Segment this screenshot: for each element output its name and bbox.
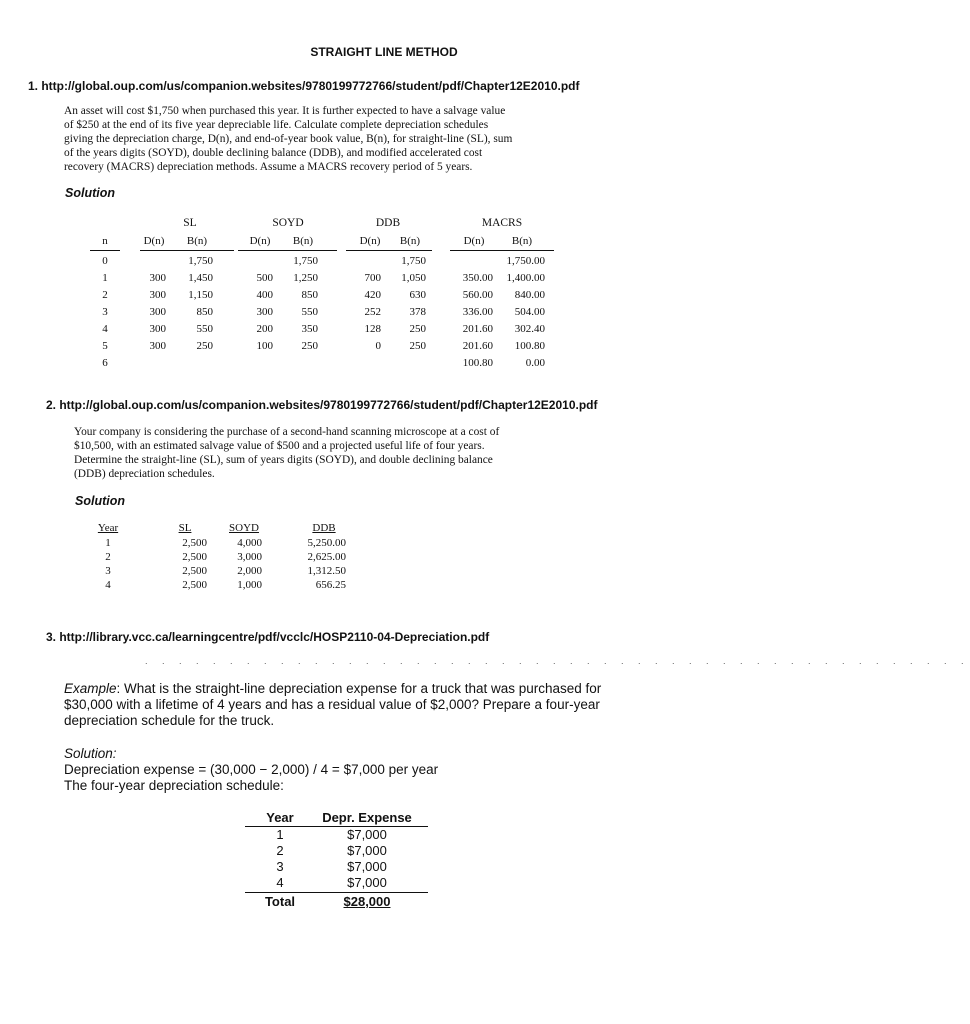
- table-3-cell-expense: $7,000: [347, 859, 387, 874]
- table-1-cell: 350: [301, 323, 318, 335]
- table-1-cell: 300: [256, 306, 273, 318]
- table-2-cell: 4,000: [237, 537, 262, 549]
- table-1-cell: 550: [196, 323, 213, 335]
- table-3-total-value: $28,000: [343, 894, 391, 909]
- table-1-cell: 840.00: [514, 289, 545, 301]
- table-1-header-rule: [90, 250, 120, 251]
- problem-1-line: recovery (MACRS) depreciation methods. Assume a MACRS recovery period of 5 years.: [64, 161, 473, 173]
- problem-2-line: Your company is considering the purchase of a second-hand scanning microscope at a cost of: [74, 426, 500, 438]
- table-2-cell: 2,500: [182, 565, 207, 577]
- cropped-text-fragment: . . . . . . . . . . . . . . . . . . . . . . . . . . . . . . . . . . . . . . . . . . . . . . . . .: [145, 656, 970, 666]
- table-1-group-header: MACRS: [481, 217, 523, 229]
- table-2-cell: 4: [105, 579, 111, 591]
- table-1-cell: 560.00: [462, 289, 493, 301]
- example-line: : What is the straight-line depreciation expense for a truck that was purchased for: [116, 681, 602, 696]
- table-1-cell: 504.00: [514, 306, 545, 318]
- table-1-header-rule: [238, 250, 337, 251]
- table-3-cell-year: 4: [276, 875, 284, 890]
- table-1-cell: 252: [364, 306, 381, 318]
- table-1-row-n: 2: [102, 289, 108, 301]
- solution-line: Depreciation expense = (30,000 − 2,000) / 4 = $7,000 per year: [64, 762, 439, 777]
- table-3-total-rule: [245, 892, 428, 893]
- table-2-column-header: SL: [178, 522, 192, 534]
- table-1-header-rule: [450, 250, 554, 251]
- problem-2-line: $10,500, with an estimated salvage value of $500 and a projected useful life of four years.: [74, 440, 485, 452]
- table-1-row-n: 4: [102, 323, 108, 335]
- table-1-cell: [433, 253, 493, 269]
- table-1-cell: 201.60: [462, 340, 493, 352]
- table-1-row-n: 0: [102, 255, 108, 267]
- table-3-total-label: Total: [264, 894, 296, 909]
- table-1-cell: 250: [409, 323, 426, 335]
- problem-2-line: (DDB) depreciation schedules.: [74, 468, 215, 480]
- table-1-cell: 500: [256, 272, 273, 284]
- table-1-cell: 378: [409, 306, 426, 318]
- table-1-cell: 302.40: [514, 323, 545, 335]
- table-1-column-header: D(n): [143, 235, 165, 247]
- table-1-group-header: DDB: [375, 217, 401, 229]
- table-1-header-rule: [346, 250, 432, 251]
- table-1-column-header: B(n): [511, 235, 533, 247]
- table-1-cell: [153, 355, 213, 371]
- table-1-column-header: B(n): [292, 235, 314, 247]
- table-1-cell: 100: [256, 340, 273, 352]
- table-2-cell: 3: [105, 565, 111, 577]
- table-2-cell: 1: [105, 537, 111, 549]
- table-1-cell: 201.60: [462, 323, 493, 335]
- table-1-column-header: D(n): [249, 235, 271, 247]
- solution-lines-3: [64, 762, 438, 794]
- page-title: STRAIGHT LINE METHOD: [310, 45, 458, 59]
- table-1-cell: 100.80: [514, 340, 545, 352]
- source-link-3[interactable]: 3. http://library.vcc.ca/learningcentre/pdf/vcclc/HOSP2110-04-Depreciation.pdf: [46, 630, 490, 644]
- solution-label-1: Solution: [65, 186, 115, 200]
- table-1-row-n: 3: [102, 306, 108, 318]
- table-1-column-header: B(n): [186, 235, 208, 247]
- table-3-cell-year: 2: [276, 843, 284, 858]
- table-1-cell: 300: [149, 306, 166, 318]
- table-3-cell-year: 1: [276, 827, 284, 842]
- table-1-cell: 1,400.00: [506, 272, 545, 284]
- table-1-cell: 300: [149, 340, 166, 352]
- table-2-cell: 2,000: [237, 565, 262, 577]
- example-line: depreciation schedule for the truck.: [64, 713, 275, 728]
- table-3-cell-expense: $7,000: [347, 827, 387, 842]
- example-label: Example: [64, 681, 117, 696]
- source-link-2[interactable]: 2. http://global.oup.com/us/companion.websites/9780199772766/student/pdf/Chapter12E2010.pdf: [46, 398, 598, 412]
- solution-label-2: Solution: [75, 494, 125, 508]
- table-2-cell: 656.25: [315, 579, 346, 591]
- table-1-cell: 400: [256, 289, 273, 301]
- table-3-cell-expense: $7,000: [347, 843, 387, 858]
- table-1-cell: 128: [364, 323, 381, 335]
- table-3-column-header: Year: [266, 810, 294, 825]
- table-1-row-n: 5: [102, 340, 108, 352]
- table-2-column-header: SOYD: [229, 522, 259, 534]
- problem-2-line: Determine the straight-line (SL), sum of years digits (SOYD), and double declining balance: [74, 454, 493, 466]
- table-1-cell: 1,450: [188, 272, 213, 284]
- table-1-cell: 550: [301, 306, 318, 318]
- table-1-cell: 1,050: [401, 272, 426, 284]
- table-1-cell: 850: [301, 289, 318, 301]
- table-1-cell: 1,750: [401, 255, 426, 267]
- table-1-cell: 700: [364, 272, 381, 284]
- table-2-cell: 5,250.00: [307, 537, 346, 549]
- table-1-group-header: SL: [183, 217, 197, 229]
- problem-1: [64, 104, 564, 174]
- table-1-cell: 300: [149, 323, 166, 335]
- example-line: $30,000 with a lifetime of 4 years and has a residual value of $2,000? Prepare a four-year: [64, 697, 600, 712]
- table-2-cell: 1,312.50: [307, 565, 346, 577]
- table-1-cell: 0.00: [525, 357, 545, 369]
- table-1-cell: 1,750: [188, 255, 213, 267]
- table-1-cell: 0: [375, 340, 381, 352]
- table-3-cell-year: 3: [276, 859, 284, 874]
- table-2-cell: 2,500: [182, 537, 207, 549]
- table-1-cell: [258, 355, 318, 371]
- problem-1-line: giving the depreciation charge, D(n), and end-of-year book value, B(n), for straight-line (SL), sum: [64, 133, 513, 145]
- table-1-cell: 1,150: [188, 289, 213, 301]
- table-1-cell: 630: [409, 289, 426, 301]
- table-1-cell: 850: [196, 306, 213, 318]
- table-1-cell: 420: [364, 289, 381, 301]
- table-1-cell: 1,750: [293, 255, 318, 267]
- table-1-cell: 336.00: [462, 306, 493, 318]
- problem-2: [74, 425, 574, 481]
- source-link-1[interactable]: 1. http://global.oup.com/us/companion.websites/9780199772766/student/pdf/Chapter12E2010.pdf: [28, 79, 580, 93]
- table-1-column-header: D(n): [359, 235, 381, 247]
- table-3-column-header: Depr. Expense: [322, 810, 412, 825]
- table-1-group-header: SOYD: [272, 217, 304, 229]
- table-1-cell: 300: [149, 289, 166, 301]
- table-2-cell: 2: [105, 551, 111, 563]
- table-1-row-n: 1: [102, 272, 108, 284]
- problem-1-line: An asset will cost $1,750 when purchased this year. It is further expected to have a salvage value: [64, 105, 506, 117]
- table-1-cell: [366, 355, 426, 371]
- table-2-column-header: DDB: [312, 522, 336, 534]
- table-3-cell-expense: $7,000: [347, 875, 387, 890]
- table-1-cell: 250: [196, 340, 213, 352]
- table-1-cell: 1,250: [293, 272, 318, 284]
- problem-1-line: of $250 at the end of its five year depreciable life. Calculate complete depreciation schedules: [64, 119, 489, 131]
- table-2-cell: 2,500: [182, 551, 207, 563]
- table-2-cell: 3,000: [237, 551, 262, 563]
- table-1-row-n: 6: [102, 357, 108, 369]
- table-1-cell: 250: [409, 340, 426, 352]
- table-2-cell: 1,000: [237, 579, 262, 591]
- solution-label-3: Solution:: [64, 746, 117, 761]
- table-1-column-header: B(n): [399, 235, 421, 247]
- table-1-cell: 300: [149, 272, 166, 284]
- table-1-n-header: n: [102, 235, 108, 247]
- table-1-header-rule: [140, 250, 234, 251]
- example-paragraph: [64, 681, 624, 729]
- table-1-column-header: D(n): [463, 235, 485, 247]
- table-2-column-header: Year: [97, 522, 119, 534]
- table-1-cell: 250: [301, 340, 318, 352]
- table-2-cell: 2,500: [182, 579, 207, 591]
- problem-1-line: of the years digits (SOYD), double declining balance (DDB), and modified accelerated cost: [64, 147, 483, 159]
- solution-line: The four-year depreciation schedule:: [64, 778, 284, 793]
- table-1-cell: 1,750.00: [506, 255, 545, 267]
- table-2-cell: 2,625.00: [307, 551, 346, 563]
- table-1-cell: 200: [256, 323, 273, 335]
- table-1-cell: 100.80: [462, 357, 493, 369]
- table-1-cell: 350.00: [462, 272, 493, 284]
